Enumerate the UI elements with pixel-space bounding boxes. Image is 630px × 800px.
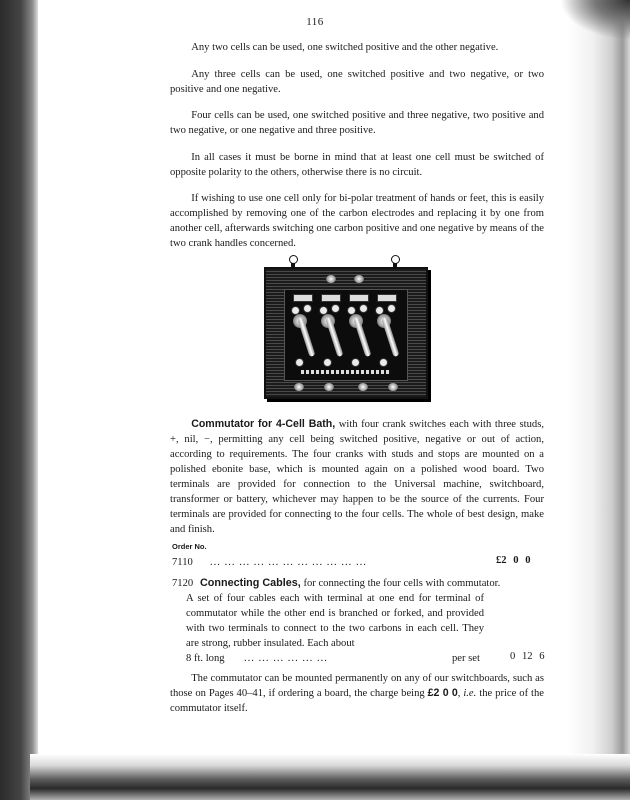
page-number: 116 — [306, 16, 324, 28]
page-edge-shadow-left — [0, 0, 38, 800]
stud — [323, 358, 332, 367]
cables-unit: per set — [452, 653, 480, 664]
terminal-bottom-4 — [388, 383, 398, 391]
stud — [351, 358, 360, 367]
terminal-top-right — [354, 275, 364, 283]
closing-ie: i.e. — [463, 688, 477, 699]
paragraph-polarity-note: In all cases it must be borne in mind that at least one cell must be switched of opposite polarity to the others, otherwise there is no circuit. — [170, 152, 544, 178]
terminal-bottom-1 — [294, 383, 304, 391]
order-number-7120: 7120 — [172, 578, 194, 589]
cables-title: Connecting Cables, — [200, 577, 301, 589]
page-edge-shadow-bottom — [30, 754, 630, 800]
page-edge-shadow-right — [568, 0, 630, 800]
stud — [359, 304, 368, 313]
cables-description: A set of four cables each with terminal at one end for terminal of commutator while the other end is branched or forked, and provided with two terminals to connect to the two carbons in each cell. They are strong, rubber insulated. Each about — [186, 593, 484, 649]
terminal-top-left — [326, 275, 336, 283]
stud-label-3 — [349, 294, 369, 302]
stud — [387, 304, 396, 313]
closing-paragraph — [170, 671, 544, 716]
stud-label-4 — [377, 294, 397, 302]
stud — [295, 358, 304, 367]
paragraph-two-cells: Any two cells can be used, one switched positive and the other negative. — [191, 42, 499, 53]
leader-dots: ... ... ... ... ... ... ... ... ... ... ... — [210, 557, 367, 568]
commutator-description: with four crank switches each with three studs, +, nil, −, permitting any cell being switched positive, negative or out of action, according to requirements. The four cranks with studs and stops are mounted on a polished ebonite base, which is mounted again on a polished wood board. Two terminals are provided for connection to the Universal machine, switchboard, transformer or battery, whichever may happen to be the source of the currents. Four terminals are provided for connecting to the four cells. The whole of best design, make and finish. — [170, 419, 544, 535]
stud — [331, 304, 340, 313]
terminal-bottom-2 — [324, 383, 334, 391]
closing-text-a: The commutator can be mounted permanently on any of our switchboards, such as those on Pages 40–41, if ordering a board, the charge being — [170, 673, 544, 699]
closing-charge: £2 0 0 — [427, 687, 458, 699]
ebonite-base — [284, 289, 408, 381]
wood-board — [264, 267, 428, 399]
stud — [303, 304, 312, 313]
stud-label-2 — [321, 294, 341, 302]
cables-title-rest: for connecting the four cells with commutator. — [300, 578, 501, 589]
cables-length: 8 ft. long — [186, 653, 225, 664]
leader-dots: ... ... ... ... ... ... — [244, 653, 328, 664]
closing-text-b: , — [457, 688, 464, 699]
price-7110: £2 0 0 — [496, 555, 531, 566]
order-number-7110: 7110 — [172, 557, 193, 568]
price-7120: 0 12 6 — [510, 651, 545, 662]
commutator-title: Commutator for 4-Cell Bath, — [191, 418, 336, 430]
maker-nameplate — [301, 370, 391, 374]
terminal-bottom-3 — [358, 383, 368, 391]
paragraph-four-cells: Four cells can be used, one switched positive and three negative, two positive and two negative, or one negative and three positive. — [170, 110, 544, 136]
stud-label-1 — [293, 294, 313, 302]
commutator-illustration — [254, 255, 429, 398]
paragraph-bipolar-treatment: If wishing to use one cell only for bi-polar treatment of hands or feet, this is easily accomplished by removing one of the carbon electrodes and replacing it by one from another cell, afterwards switching one carbon positive and one negative by means of the two crank handles concerned. — [170, 193, 544, 249]
paragraph-three-cells: Any three cells can be used, one switched positive and two negative, or two positive and one negative. — [170, 69, 544, 95]
commutator-description-block — [170, 417, 544, 537]
stud — [379, 358, 388, 367]
order-no-header: Order No. — [172, 542, 207, 551]
closing-text-c: the price of the commutator itself. — [170, 688, 544, 714]
cables-heading — [200, 576, 520, 591]
